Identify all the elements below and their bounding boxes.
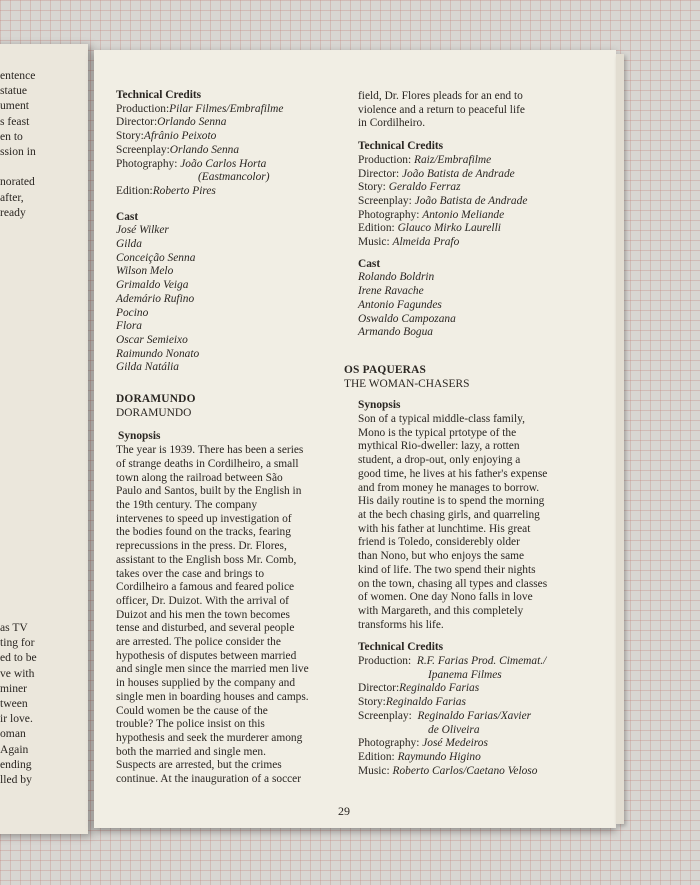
synopsis-text: Son of a typical middle-class family, Mono is the typical prtotype of the mythical Rio-dweller: lazy, a rotten student, a drop-out, only enjoying a good time, he lives at his father's expense and from money he manages to borrow. His daily routine is to spend the morning at the bech chasing girls, and quarreling with his father at lunchtime. His great friend is Toledo, considerebly older than Nono, but who enjoys the same kind of life. The two spend their nights on the town, chasing all types and classes of women. One day Nono falls in love with Margareth, and this completely transforms his life. — [358, 413, 548, 631]
credit-line: Director:Reginaldo Farias — [358, 682, 480, 695]
cast-heading: Cast — [116, 210, 139, 223]
credit-line: Director: João Batista de Andrade — [358, 167, 515, 180]
cast-member: José Wilker — [116, 224, 169, 237]
cast-member: Raimundo Nonato — [116, 347, 200, 360]
credit-line: Photography: Antonio Meliande — [358, 208, 505, 221]
credit-line: Screenplay:Orlando Senna — [116, 143, 240, 156]
synopsis-continued: field, Dr. Flores pleads for an end to violence and a return to peaceful life in Cordilheiro. — [358, 90, 525, 130]
technical-credits-list — [116, 103, 351, 199]
cast-list — [116, 224, 351, 375]
credit-line: Photography: José Medeiros — [358, 737, 488, 750]
technical-credits-heading: Technical Credits — [358, 140, 444, 153]
credit-line: Screenplay: Reginaldo Farias/Xavier — [358, 709, 532, 722]
credit-line: de Oliveira — [428, 723, 480, 736]
cast-list — [358, 271, 603, 340]
credit-line: Production: Raiz/Embrafilme — [358, 153, 492, 166]
cast-member: Flora — [116, 320, 142, 333]
cast-member: Antonio Fagundes — [358, 298, 442, 311]
film-english-title: THE WOMAN-CHASERS — [344, 377, 470, 390]
technical-credits-heading: Technical Credits — [116, 89, 202, 101]
credit-line: Story: Geraldo Ferraz — [358, 181, 461, 194]
film-title-block — [344, 364, 603, 391]
credit-line: Edition:Roberto Pires — [116, 184, 216, 197]
film-title: DORAMUNDO — [116, 393, 196, 406]
credit-line: Edition: Raymundo Higino — [358, 750, 481, 763]
credit-line: Ipanema Filmes — [428, 668, 502, 681]
synopsis-text: The year is 1939. There has been a series of strange deaths in Cordilheiro, a small town along the railroad between São Paulo and Santos, built by the English in the 19th century. The company intervenes to speed up investigation of the bodies found on the tracks, fearing reprecussions in the press. Dr. Flores, assistant to the English boss Mr. Comb, takes over the case and brings to Cordilheiro a famous and feared police officer, Dr. Duizot. With the arrival of Duizot and his men the town becomes tense and disturbed, and several people are arrested. The police consider the hypothesis of disputes between married and single men since the married men live in houses supplied by the company and single men in boarding houses and camps. Could women be the cause of the trouble? The police insist on this hypothesis and seek the murderer among both the married and single men. Suspects are arrested, but the crimes continue. At the inauguration of a soccer — [116, 444, 309, 786]
cast-member: Grimaldo Veiga — [116, 279, 189, 292]
credit-line: Photography: João Carlos Horta — [116, 157, 267, 170]
facing-page-top-text: entence statue ument s feast en to ssion in norated after, ready — [0, 69, 36, 219]
facing-page — [0, 44, 88, 834]
cast-member: Oswaldo Campozana — [358, 312, 456, 325]
cast-member: Armando Bogua — [358, 326, 433, 339]
cast-member: Oscar Semieixo — [116, 333, 188, 346]
credit-line: Edition: Glauco Mirko Laurelli — [358, 222, 501, 235]
credit-line: Music: Roberto Carlos/Caetano Veloso — [358, 764, 538, 777]
film-english-title: DORAMUNDO — [116, 406, 192, 419]
credit-line: (Eastmancolor) — [198, 171, 270, 184]
credit-line: Production:Pilar Filmes/Embrafilme — [116, 102, 284, 115]
facing-page-bottom-text: as TV ting for ed to be ve with miner tween ir love. oman Again ending lled by — [0, 621, 37, 786]
cast-member: Conceição Senna — [116, 251, 196, 264]
film-title: OS PAQUERAS — [344, 363, 427, 376]
synopsis-heading: Synopsis — [358, 399, 401, 412]
credit-line: Story:Afrânio Peixoto — [116, 130, 217, 143]
right-column — [344, 90, 603, 778]
cast-member: Ademário Rufino — [116, 292, 195, 305]
cast-member: Gilda — [116, 238, 142, 251]
technical-credits-list — [358, 655, 603, 778]
technical-credits-heading: Technical Credits — [358, 641, 444, 654]
cast-member: Pocino — [116, 306, 149, 319]
cast-member: Gilda Natália — [116, 361, 179, 374]
credit-line: Production: R.F. Farias Prod. Cimemat./ — [358, 655, 547, 668]
cast-heading: Cast — [358, 257, 381, 270]
credit-line: Story:Reginaldo Farias — [358, 696, 466, 709]
cast-member: Rolando Boldrin — [358, 271, 435, 284]
credit-line: Screenplay: João Batista de Andrade — [358, 194, 528, 207]
film-title-block — [116, 393, 351, 420]
page-number: 29 — [338, 804, 350, 818]
technical-credits-list — [358, 154, 603, 250]
booklet-page — [94, 50, 616, 828]
synopsis-heading: Synopsis — [118, 430, 161, 443]
cast-member: Wilson Melo — [116, 265, 174, 278]
left-column — [116, 89, 351, 787]
credit-line: Music: Almeida Prafo — [358, 236, 460, 249]
cast-member: Irene Ravache — [358, 285, 424, 298]
credit-line: Director:Orlando Senna — [116, 116, 227, 129]
